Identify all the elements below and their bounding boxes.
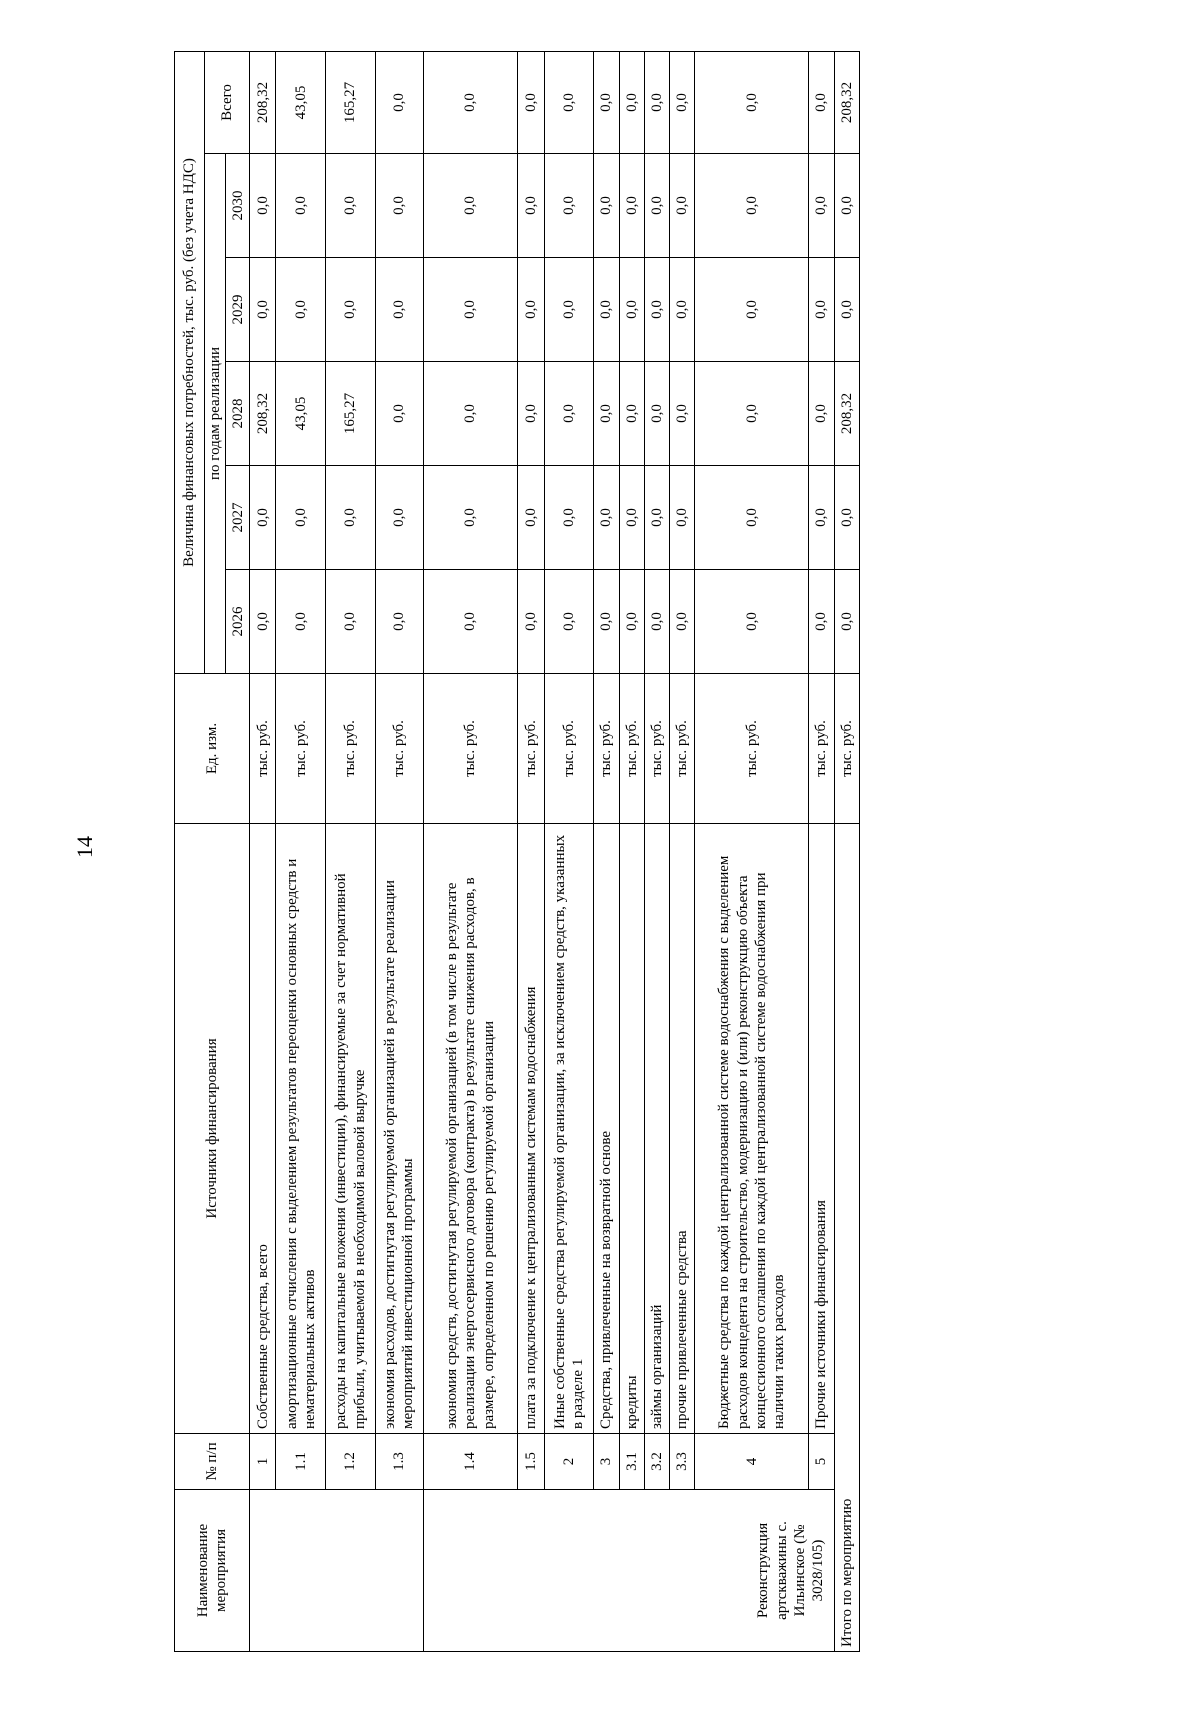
row-unit: тыс. руб. — [326, 674, 376, 824]
cell-value: 0,0 — [376, 570, 423, 674]
table-row — [518, 52, 544, 1652]
cell-value: 0,0 — [695, 362, 809, 466]
row-source: амортизационные отчисления с выделением результатов переоценки основных средств и нематериальных активов — [276, 824, 326, 1434]
cell-value: 0,0 — [544, 362, 594, 466]
row-unit: тыс. руб. — [670, 674, 695, 824]
cell-value: 0,0 — [423, 52, 518, 154]
cell-value: 0,0 — [619, 362, 644, 466]
header-financial-needs: Величина финансовых потребностей, тыс. руб. (без учета НДС) — [175, 52, 205, 674]
row-number: 3.3 — [670, 1434, 695, 1490]
cell-value: 0,0 — [594, 154, 619, 258]
total-unit: тыс. руб. — [834, 674, 859, 824]
header-total: Всего — [205, 52, 250, 154]
total-row — [834, 52, 859, 1652]
rotated-table-container — [174, 52, 860, 1652]
cell-value: 0,0 — [518, 466, 544, 570]
cell-value: 208,32 — [250, 52, 276, 154]
cell-value: 0,0 — [619, 52, 644, 154]
cell-value: 0,0 — [544, 258, 594, 362]
total-value: 0,0 — [834, 154, 859, 258]
cell-value: 0,0 — [518, 362, 544, 466]
row-source: займы организаций — [644, 824, 669, 1434]
row-number: 1 — [250, 1434, 276, 1490]
row-unit: тыс. руб. — [594, 674, 619, 824]
cell-value: 0,0 — [695, 258, 809, 362]
header-unit: Ед. изм. — [175, 674, 250, 824]
table-row — [376, 52, 423, 1652]
total-value: 0,0 — [834, 570, 859, 674]
row-source: прочие привлеченные средства — [670, 824, 695, 1434]
cell-value: 0,0 — [518, 570, 544, 674]
cell-value: 0,0 — [644, 362, 669, 466]
cell-value: 0,0 — [518, 154, 544, 258]
cell-value: 0,0 — [619, 466, 644, 570]
row-source: плата за подключение к централизованным системам водоснабжения — [518, 824, 544, 1434]
cell-value: 0,0 — [670, 258, 695, 362]
cell-value: 0,0 — [809, 154, 834, 258]
cell-value: 0,0 — [644, 52, 669, 154]
table-row — [423, 52, 518, 1652]
header-measure-name: Наименование мероприятия — [175, 1490, 250, 1652]
row-number: 4 — [695, 1434, 809, 1490]
row-unit: тыс. руб. — [809, 674, 834, 824]
cell-value: 0,0 — [809, 258, 834, 362]
cell-value: 0,0 — [423, 570, 518, 674]
row-number: 1.3 — [376, 1434, 423, 1490]
row-source: Собственные средства, всего — [250, 824, 276, 1434]
cell-value: 0,0 — [250, 258, 276, 362]
cell-value: 0,0 — [594, 570, 619, 674]
header-year: 2029 — [226, 258, 250, 362]
cell-value: 0,0 — [250, 466, 276, 570]
cell-value: 0,0 — [695, 570, 809, 674]
row-source: расходы на капитальные вложения (инвестиции), финансируемые за счет нормативной прибыли, учитываемой в необходимой валовой выручке — [326, 824, 376, 1434]
header-year: 2026 — [226, 570, 250, 674]
row-unit: тыс. руб. — [376, 674, 423, 824]
cell-value: 0,0 — [644, 466, 669, 570]
cell-value: 0,0 — [619, 154, 644, 258]
cell-value: 0,0 — [809, 466, 834, 570]
row-number: 1.4 — [423, 1434, 518, 1490]
table-row — [619, 52, 644, 1652]
cell-value: 0,0 — [594, 466, 619, 570]
cell-value: 0,0 — [544, 466, 594, 570]
row-source: экономия расходов, достигнутая регулируемой организацией в результате реализации мероприятий инвестиционной программы — [376, 824, 423, 1434]
cell-value: 0,0 — [326, 570, 376, 674]
total-value: 0,0 — [834, 466, 859, 570]
cell-value: 0,0 — [423, 362, 518, 466]
cell-value: 0,0 — [250, 570, 276, 674]
table-row — [326, 52, 376, 1652]
table-row — [644, 52, 669, 1652]
row-unit: тыс. руб. — [644, 674, 669, 824]
cell-value: 0,0 — [518, 52, 544, 154]
cell-value: 0,0 — [809, 570, 834, 674]
cell-value: 165,27 — [326, 362, 376, 466]
row-unit: тыс. руб. — [544, 674, 594, 824]
cell-value: 0,0 — [544, 154, 594, 258]
table-row — [670, 52, 695, 1652]
row-unit: тыс. руб. — [276, 674, 326, 824]
row-number: 5 — [809, 1434, 834, 1490]
cell-value: 0,0 — [670, 570, 695, 674]
page-number: 14 — [72, 836, 97, 858]
row-unit: тыс. руб. — [695, 674, 809, 824]
cell-value: 0,0 — [670, 52, 695, 154]
cell-value: 0,0 — [594, 52, 619, 154]
row-source: Средства, привлеченные на возвратной основе — [594, 824, 619, 1434]
cell-value: 0,0 — [423, 258, 518, 362]
row-number: 1.5 — [518, 1434, 544, 1490]
row-source: экономия средств, достигнутая регулируемой организацией (в том числе в результате реализации энергосервисного договора (контракта) в результате снижения расходов, в размере, определенном по решению регулируемой организации — [423, 824, 518, 1434]
table-row — [695, 52, 809, 1652]
total-value: 208,32 — [834, 362, 859, 466]
row-number: 1.1 — [276, 1434, 326, 1490]
measure-name: Реконструкция артскважины с. Ильинское (№ 3028/105) — [423, 1490, 834, 1652]
row-source: Бюджетные средства по каждой централизованной системе водоснабжения с выделением расходов концедента на строительство, модернизацию и (или) реконструкцию объекта концессионного соглашения по каждой централизованной системе водоснабжения при наличии таких расходов — [695, 824, 809, 1434]
row-number: 2 — [544, 1434, 594, 1490]
cell-value: 0,0 — [670, 154, 695, 258]
cell-value: 0,0 — [376, 154, 423, 258]
cell-value: 43,05 — [276, 52, 326, 154]
header-number: № п/п — [175, 1434, 250, 1490]
cell-value: 208,32 — [250, 362, 276, 466]
cell-value: 0,0 — [326, 154, 376, 258]
cell-value: 0,0 — [594, 362, 619, 466]
cell-value: 0,0 — [695, 466, 809, 570]
cell-value: 0,0 — [695, 154, 809, 258]
cell-value: 0,0 — [644, 154, 669, 258]
measure-name-cell-top — [250, 1490, 423, 1652]
row-number: 3 — [594, 1434, 619, 1490]
cell-value: 0,0 — [276, 258, 326, 362]
total-value: 208,32 — [834, 52, 859, 154]
cell-value: 0,0 — [276, 154, 326, 258]
cell-value: 0,0 — [250, 154, 276, 258]
table-row — [276, 52, 326, 1652]
cell-value: 43,05 — [276, 362, 326, 466]
cell-value: 165,27 — [326, 52, 376, 154]
total-value: 0,0 — [834, 258, 859, 362]
cell-value: 0,0 — [376, 52, 423, 154]
cell-value: 0,0 — [644, 570, 669, 674]
header-year: 2030 — [226, 154, 250, 258]
row-unit: тыс. руб. — [619, 674, 644, 824]
cell-value: 0,0 — [276, 466, 326, 570]
header-source: Источники финансирования — [175, 824, 250, 1434]
row-unit: тыс. руб. — [423, 674, 518, 824]
cell-value: 0,0 — [594, 258, 619, 362]
cell-value: 0,0 — [809, 52, 834, 154]
row-source: Прочие источники финансирования — [809, 824, 834, 1434]
cell-value: 0,0 — [376, 258, 423, 362]
cell-value: 0,0 — [518, 258, 544, 362]
row-number: 3.1 — [619, 1434, 644, 1490]
cell-value: 0,0 — [670, 362, 695, 466]
cell-value: 0,0 — [695, 52, 809, 154]
row-unit: тыс. руб. — [250, 674, 276, 824]
row-unit: тыс. руб. — [518, 674, 544, 824]
cell-value: 0,0 — [809, 362, 834, 466]
table-row — [544, 52, 594, 1652]
cell-value: 0,0 — [670, 466, 695, 570]
header-year: 2028 — [226, 362, 250, 466]
cell-value: 0,0 — [544, 52, 594, 154]
header-year: 2027 — [226, 466, 250, 570]
cell-value: 0,0 — [326, 466, 376, 570]
cell-value: 0,0 — [619, 570, 644, 674]
cell-value: 0,0 — [423, 466, 518, 570]
cell-value: 0,0 — [619, 258, 644, 362]
cell-value: 0,0 — [644, 258, 669, 362]
header-by-years: по годам реализации — [205, 154, 226, 674]
row-number: 1.2 — [326, 1434, 376, 1490]
row-number: 3.2 — [644, 1434, 669, 1490]
total-label: Итого по мероприятию — [834, 824, 859, 1652]
row-source: Иные собственные средства регулируемой организации, за исключением средств, указанных в разделе 1 — [544, 824, 594, 1434]
table-row — [250, 52, 276, 1652]
cell-value: 0,0 — [376, 362, 423, 466]
financing-table — [174, 51, 860, 1652]
row-source: кредиты — [619, 824, 644, 1434]
cell-value: 0,0 — [423, 154, 518, 258]
cell-value: 0,0 — [376, 466, 423, 570]
cell-value: 0,0 — [326, 258, 376, 362]
table-row — [809, 52, 834, 1652]
table-row — [594, 52, 619, 1652]
cell-value: 0,0 — [276, 570, 326, 674]
cell-value: 0,0 — [544, 570, 594, 674]
